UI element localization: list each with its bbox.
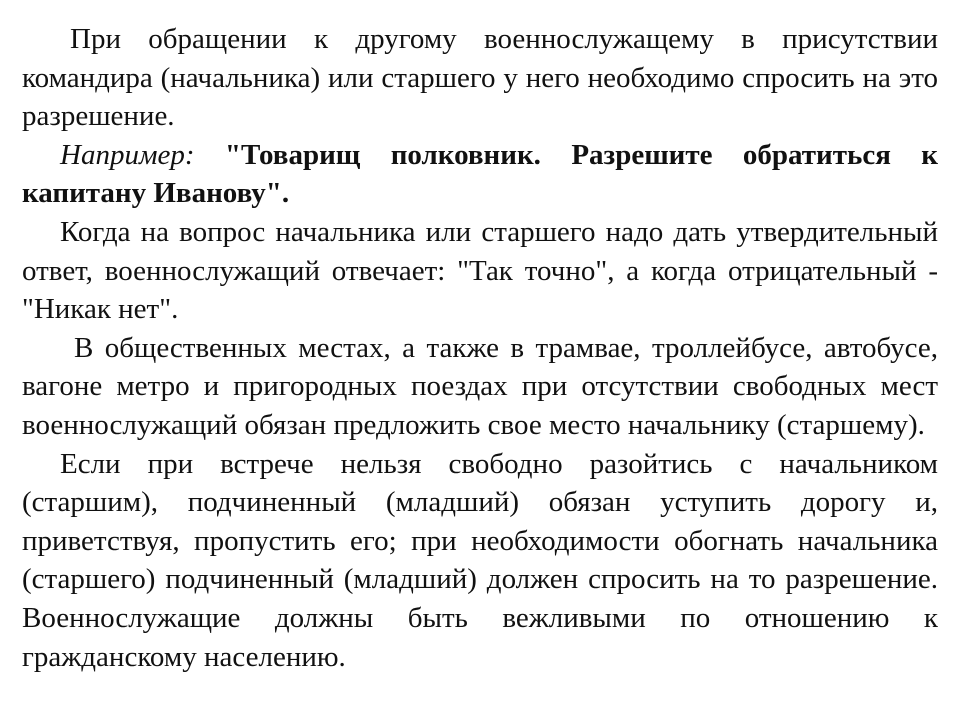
paragraph-example: [22, 136, 938, 213]
paragraph-text: Когда на вопрос начальника или старшего надо дать утвердительный ответ, военнослужащий отвечает: "Так точно", а когда отрицательный - "Никак нет".: [22, 215, 938, 326]
paragraph-text: В общественных местах, а также в трамвае, троллейбусе, автобусе, вагоне метро и пригородных поездах при отсутствии свободных мест военнослужащий обязан предложить свое место начальнику (старшему).: [22, 331, 938, 441]
paragraph-addressing-permission: [22, 20, 938, 136]
paragraph-answers: [22, 213, 938, 329]
paragraph-passing: [22, 445, 938, 677]
example-label: Например:: [60, 138, 195, 171]
paragraph-text: Если при встрече нельзя свободно разойтись с начальником (старшим), подчиненный (младший) обязан уступить дорогу и, приветствуя, пропустить его; при необходимости обогнать начальника (старшего) подчиненный (младший) должен спросить на то разрешение. Военнослужащие должны быть вежливыми по отношению к гражданскому населению.: [22, 447, 938, 673]
paragraph-public-places: [22, 329, 938, 445]
example-quote: "Товарищ полковник. Разрешите обратиться к капитану Иванову".: [22, 138, 939, 210]
paragraph-text: При обращении к другому военнослужащему в присутствии командира (начальника) или старшего у него необходимо спросить на это разрешение.: [22, 23, 938, 133]
